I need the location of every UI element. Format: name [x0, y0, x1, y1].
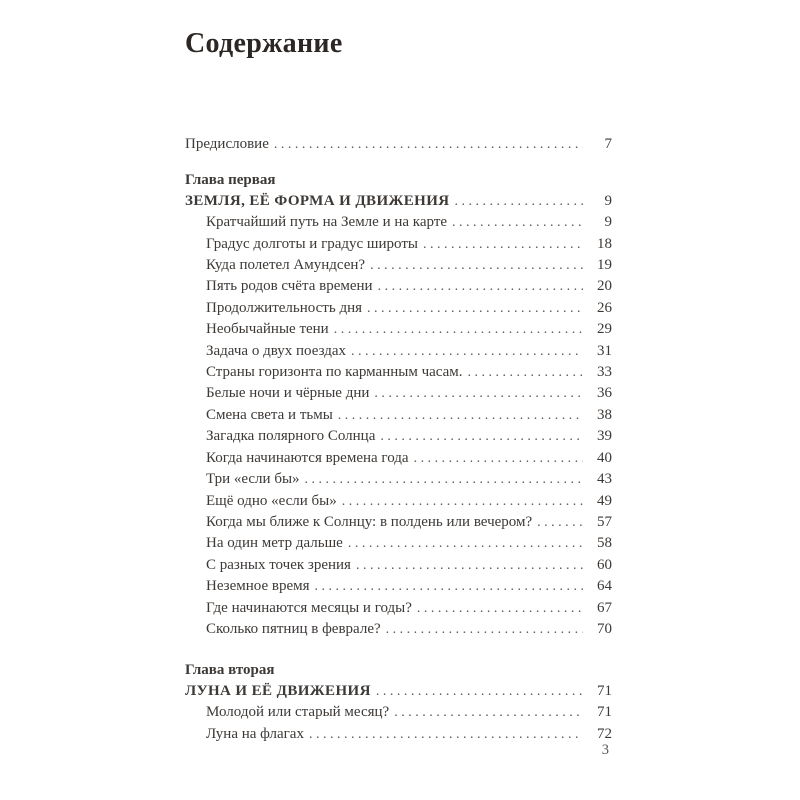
- toc-entry: [185, 191, 612, 212]
- dot-leader: [468, 362, 583, 383]
- toc-entry-title: Куда полетел Амундсен?: [206, 257, 366, 274]
- dot-leader: [305, 469, 583, 490]
- dot-leader: [417, 598, 583, 619]
- toc-chapter-label: [185, 170, 612, 190]
- toc-entry-title: Когда мы ближе к Солнцу: в полдень или вечером?: [206, 513, 533, 530]
- toc-entry-page: 7: [604, 136, 612, 152]
- dot-leader: [274, 134, 583, 155]
- toc-entry: [185, 681, 612, 702]
- dot-leader: [423, 234, 583, 255]
- toc-entry: [185, 212, 612, 233]
- toc-entry-page: 29: [597, 321, 612, 338]
- dot-leader: [334, 319, 583, 340]
- toc-entry: [185, 469, 612, 490]
- toc-entry: [185, 255, 612, 276]
- dot-leader: [386, 619, 583, 640]
- toc-entry-title: Градус долготы и градус широты: [206, 235, 418, 252]
- dot-leader: [414, 448, 583, 469]
- dot-leader: [367, 298, 583, 319]
- toc-entry: [185, 319, 612, 340]
- toc-entry: [185, 702, 612, 723]
- toc-entry-title: Предисловие: [185, 136, 269, 152]
- toc-entry-page: 64: [597, 578, 612, 595]
- toc-entry: [185, 533, 612, 554]
- toc-entry-title: Глава вторая: [185, 662, 275, 679]
- toc-entry-title: Неземное время: [206, 578, 310, 595]
- toc-entry: [185, 619, 612, 640]
- folio-page-number: 3: [601, 742, 609, 758]
- toc-entry: [185, 234, 612, 255]
- toc-entry-page: 9: [604, 214, 612, 231]
- toc-entry-title: ЛУНА И ЕЁ ДВИЖЕНИЯ: [185, 682, 371, 699]
- toc-entry-title: Белые ночи и чёрные дни: [206, 385, 370, 402]
- dot-leader: [537, 512, 583, 533]
- toc-entry-title: Необычайные тени: [206, 321, 329, 338]
- toc-entry-page: 9: [604, 192, 612, 209]
- dot-leader: [370, 255, 583, 276]
- dot-leader: [315, 576, 584, 597]
- toc-entry-page: 19: [597, 257, 612, 274]
- toc-entry-page: 72: [597, 725, 612, 742]
- toc-entry-title: На один метр дальше: [206, 535, 343, 552]
- toc-entry: [185, 426, 612, 447]
- toc-entry-title: Кратчайший путь на Земле и на карте: [206, 214, 448, 231]
- dot-leader: [394, 702, 583, 723]
- toc-entry-title: Молодой или старый месяц?: [206, 704, 390, 721]
- toc-entry-page: 31: [597, 342, 612, 359]
- dot-leader: [342, 491, 583, 512]
- toc-entry: [185, 512, 612, 533]
- toc-entry: [185, 448, 612, 469]
- toc-entry-title: Глава первая: [185, 172, 276, 189]
- toc-entry: [185, 298, 612, 319]
- toc-entry-title: Загадка полярного Солнца: [206, 428, 376, 445]
- toc-entry: [185, 134, 612, 155]
- toc-entry: [185, 491, 612, 512]
- toc-entry-title: Три «если бы»: [206, 471, 300, 488]
- toc-entry: [185, 276, 612, 297]
- toc-entry: [185, 341, 612, 362]
- toc-entry-title: Страны горизонта по карманным часам.: [206, 364, 463, 381]
- toc-entry-page: 40: [597, 449, 612, 466]
- dot-leader: [351, 341, 583, 362]
- toc-content: [185, 28, 612, 745]
- toc-entry-page: 58: [597, 535, 612, 552]
- toc-entry: [185, 598, 612, 619]
- toc-list: [185, 134, 612, 745]
- toc-entry-page: 39: [597, 428, 612, 445]
- toc-entry-title: Луна на флагах: [206, 725, 304, 742]
- toc-entry-page: 60: [597, 556, 612, 573]
- toc-chapter-label: [185, 660, 612, 680]
- toc-entry-page: 71: [597, 704, 612, 721]
- toc-entry-page: 26: [597, 299, 612, 316]
- toc-entry-page: 20: [597, 278, 612, 295]
- toc-entry-page: 71: [597, 682, 612, 699]
- toc-entry-title: Задача о двух поездах: [206, 342, 347, 359]
- page-title: Содержание: [185, 28, 343, 59]
- dot-leader: [348, 533, 583, 554]
- dot-leader: [378, 276, 583, 297]
- toc-entry: [185, 555, 612, 576]
- toc-entry: [185, 576, 612, 597]
- toc-entry-page: 70: [597, 620, 612, 637]
- toc-entry: [185, 362, 612, 383]
- toc-entry-title: Смена света и тьмы: [206, 406, 333, 423]
- toc-entry-page: 43: [597, 471, 612, 488]
- dot-leader: [452, 212, 583, 233]
- toc-entry-page: 33: [597, 364, 612, 381]
- toc-entry-title: Пять родов счёта времени: [206, 278, 373, 295]
- toc-entry-title: С разных точек зрения: [206, 556, 351, 573]
- toc-entry-page: 67: [597, 599, 612, 616]
- dot-leader: [374, 383, 583, 404]
- toc-entry-page: 57: [597, 513, 612, 530]
- toc-entry-page: 38: [597, 406, 612, 423]
- toc-entry-page: 36: [597, 385, 612, 402]
- toc-entry-page: 18: [597, 235, 612, 252]
- dot-leader: [455, 191, 583, 212]
- toc-entry: [185, 383, 612, 404]
- dot-leader: [356, 555, 583, 576]
- toc-entry-title: Когда начинаются времена года: [206, 449, 409, 466]
- toc-entry-title: Продолжительность дня: [206, 299, 363, 316]
- toc-entry-title: Ещё одно «если бы»: [206, 492, 337, 509]
- toc-entry-title: Где начинаются месяцы и годы?: [206, 599, 412, 616]
- toc-entry-title: ЗЕМЛЯ, ЕЁ ФОРМА И ДВИЖЕНИЯ: [185, 192, 450, 209]
- toc-entry-title: Сколько пятниц в феврале?: [206, 620, 381, 637]
- dot-leader: [338, 405, 583, 426]
- dot-leader: [376, 681, 583, 702]
- toc-entry: [185, 405, 612, 426]
- dot-leader: [380, 426, 583, 447]
- toc-entry-page: 49: [597, 492, 612, 509]
